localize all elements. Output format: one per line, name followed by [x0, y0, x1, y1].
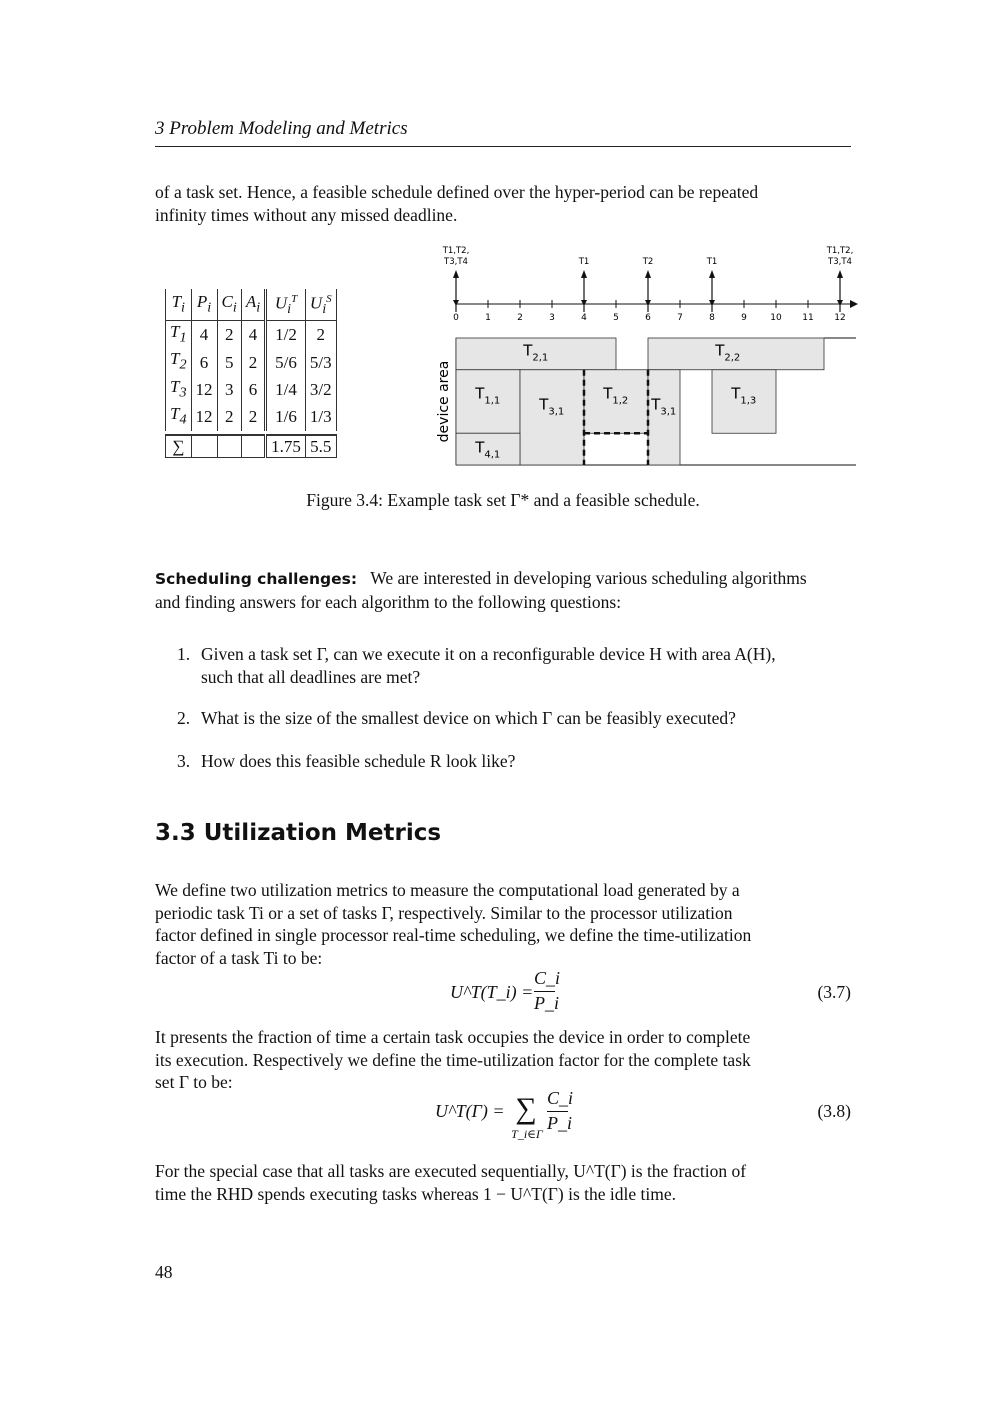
table-cell-c: 2	[217, 403, 241, 430]
arrival-label: T3,T4	[444, 257, 468, 267]
schedule-chart	[430, 240, 860, 472]
eq38-sum-under: T_i∈Γ	[511, 1127, 543, 1141]
arrival-label: T1	[706, 257, 718, 267]
arrival-arrowhead-up	[453, 270, 459, 278]
tick-label: 4	[581, 313, 587, 323]
presents-line-3: set Γ to be:	[155, 1072, 233, 1092]
table-cell-us: 3/2	[305, 376, 336, 403]
presents-line-1: It presents the fraction of time a certain task occupies the device in order to complete	[155, 1027, 751, 1047]
table-cell-ut: 1/2	[266, 321, 306, 349]
eq38-sum: ∑	[515, 1092, 537, 1125]
col-header-task: $T_i$	[166, 289, 192, 321]
table-cell-a: 2	[241, 348, 265, 375]
arrival-arrowhead-down	[837, 300, 843, 306]
tick-label: 7	[677, 313, 683, 323]
col-header-system-util: $U_i^S$	[305, 289, 336, 321]
task-set-table	[165, 289, 337, 458]
list-number: 3.	[177, 751, 191, 771]
block-label-subscript: 4,1	[484, 449, 501, 461]
list-number: 1.	[177, 644, 191, 664]
table-cell-p: 6	[191, 348, 217, 375]
table-cell-us: 1/3	[305, 403, 336, 430]
eq38-fraction-bar	[547, 1111, 568, 1112]
list-number: 2.	[177, 708, 191, 728]
eq38-numerator: C_i	[547, 1088, 574, 1108]
equation-3-8	[435, 1088, 595, 1148]
page-number: 48	[155, 1262, 173, 1282]
block-label: $T_{1,3}$	[731, 384, 757, 407]
special-line-1: For the special case that all tasks are executed sequentially, U^T(Γ) is the fraction of	[155, 1161, 747, 1181]
metrics-line-2: periodic task Ti or a set of tasks Γ, respectively. Similar to the processor utilization	[155, 902, 733, 923]
eq37-denominator: P_i	[534, 993, 559, 1013]
table-cell-p: 12	[191, 403, 217, 430]
tick-label: 8	[709, 313, 715, 323]
sum-time-util: 1.75	[266, 435, 306, 458]
metrics-paragraph	[155, 879, 851, 969]
tick-label: 10	[770, 313, 782, 323]
table-cell-a: 6	[241, 376, 265, 403]
table-cell-ut: 5/6	[266, 348, 306, 375]
intro-line-1: of a task set. Hence, a feasible schedule defined over the hyper-period can be repeated	[155, 182, 759, 202]
eq38-lhs: U^T(Γ) =	[435, 1101, 505, 1121]
question-1-line-1: Given a task set Γ, can we execute it on a reconfigurable device H with area A(H),	[201, 644, 776, 664]
block-label-subscript: 2,1	[532, 352, 549, 364]
tick-label: 9	[741, 313, 747, 323]
block-label: $T_{2,1}$	[523, 341, 549, 364]
table-row	[166, 403, 337, 430]
table-cell-ut: 1/6	[266, 403, 306, 430]
table-cell-us: 5/3	[305, 348, 336, 375]
list-item	[177, 750, 851, 773]
tick-label: 12	[834, 313, 846, 323]
presents-paragraph	[155, 1026, 851, 1094]
list-item	[177, 707, 851, 730]
tick-label: 5	[613, 313, 619, 323]
scheduling-challenges-heading: Scheduling challenges:	[155, 570, 358, 588]
sum-system-util: 5.5	[305, 435, 336, 458]
scheduling-challenges-paragraph	[155, 567, 851, 613]
section-title: 3.3 Utilization Metrics	[155, 820, 442, 846]
table-cell-p: 12	[191, 376, 217, 403]
equation-3-7	[450, 968, 590, 1018]
figure-caption: Figure 3.4: Example task set Γ* and a feasible schedule.	[306, 490, 700, 510]
table-cell-c: 2	[217, 321, 241, 349]
table-cell-p: 4	[191, 321, 217, 349]
block-label: $T_{1,2}$	[603, 384, 629, 407]
arrival-arrowhead-up	[709, 270, 715, 278]
metrics-line-4: factor of a task Ti to be:	[155, 947, 323, 968]
block-label: $T_{3,1}$	[539, 395, 565, 418]
tick-label: 0	[453, 313, 459, 323]
device-area-label: device area	[436, 360, 452, 443]
arrival-label: T1,T2,	[442, 246, 470, 256]
challenges-line-1: We are interested in developing various scheduling algorithms	[370, 568, 807, 588]
running-head: 3 Problem Modeling and Metrics	[155, 118, 408, 139]
block-label-subscript: 3,1	[660, 406, 677, 418]
table-header-row	[166, 289, 337, 321]
table-row	[166, 321, 337, 349]
col-header-time-util: $U_i^T$	[266, 289, 306, 321]
tick-label: 2	[517, 313, 523, 323]
block-label-subscript: 2,2	[724, 352, 741, 364]
question-2-line-1: What is the size of the smallest device on which Γ can be feasibly executed?	[201, 708, 736, 728]
arrival-label: T1,T2,	[826, 246, 854, 256]
list-item	[177, 643, 851, 688]
table-cell-ut: 1/4	[266, 376, 306, 403]
eq37-numerator: C_i	[534, 968, 561, 988]
table-row	[166, 348, 337, 375]
block-label: $T_{3,1}$	[651, 395, 677, 418]
table-cell-c: 5	[217, 348, 241, 375]
table-cell-task: $T_4$	[166, 403, 192, 430]
arrival-arrowhead-down	[645, 300, 651, 306]
eq38-denominator: P_i	[547, 1113, 572, 1133]
special-case-paragraph	[155, 1160, 851, 1205]
metrics-line-3: factor defined in single processor real-time scheduling, we define the time-utilization	[155, 925, 752, 945]
table-cell-a: 2	[241, 403, 265, 430]
time-axis-arrowhead	[850, 300, 858, 308]
col-header-exec: $C_i$	[217, 289, 241, 321]
arrival-arrowhead-up	[837, 270, 843, 278]
table-sum-row	[166, 435, 337, 458]
equation-3-7-number: (3.7)	[817, 982, 851, 1002]
arrival-label: T2	[642, 257, 654, 267]
special-line-2: time the RHD spends executing tasks whereas 1 − U^T(Γ) is the idle time.	[155, 1183, 677, 1204]
table-cell-us: 2	[305, 321, 336, 349]
question-1-line-2: such that all deadlines are met?	[201, 666, 421, 687]
block-label-subscript: 3,1	[548, 406, 565, 418]
arrival-arrowhead-up	[581, 270, 587, 278]
presents-line-2: its execution. Respectively we define the time-utilization factor for the complete task	[155, 1049, 751, 1070]
metrics-line-1: We define two utilization metrics to measure the computational load generated by a	[155, 880, 740, 900]
tick-label: 3	[549, 313, 555, 323]
question-3-line-1: How does this feasible schedule R look like?	[201, 751, 516, 771]
tick-label: 11	[802, 313, 814, 323]
sum-symbol: ∑	[166, 435, 192, 458]
tick-label: 1	[485, 313, 491, 323]
header-rule	[155, 146, 851, 147]
col-header-period: $P_i$	[191, 289, 217, 321]
arrival-label: T1	[578, 257, 590, 267]
arrival-arrowhead-up	[645, 270, 651, 278]
block-label: $T_{1,1}$	[475, 384, 501, 407]
table-cell-a: 4	[241, 321, 265, 349]
tick-label: 6	[645, 313, 651, 323]
intro-line-2: infinity times without any missed deadline.	[155, 204, 458, 225]
arrival-arrowhead-down	[581, 300, 587, 306]
challenges-line-2: and finding answers for each algorithm to the following questions:	[155, 591, 622, 612]
arrival-label: T3,T4	[828, 257, 852, 267]
block-label-subscript: 1,2	[612, 395, 629, 407]
equation-3-8-number: (3.8)	[817, 1101, 851, 1121]
block-label: $T_{4,1}$	[475, 438, 501, 461]
block-label-subscript: 1,3	[740, 395, 757, 407]
arrival-arrowhead-down	[709, 300, 715, 306]
arrival-arrowhead-down	[453, 300, 459, 306]
block-label-subscript: 1,1	[484, 395, 501, 407]
table-cell-task: $T_3$	[166, 376, 192, 403]
eq37-fraction-bar	[534, 991, 555, 992]
block-label: $T_{2,2}$	[715, 341, 741, 364]
table-cell-task: $T_2$	[166, 348, 192, 375]
table-cell-task: $T_1$	[166, 321, 192, 349]
eq37-lhs: U^T(T_i) =	[450, 982, 534, 1002]
intro-paragraph	[155, 181, 851, 226]
table-row	[166, 376, 337, 403]
col-header-area: $A_i$	[241, 289, 265, 321]
table-cell-c: 3	[217, 376, 241, 403]
